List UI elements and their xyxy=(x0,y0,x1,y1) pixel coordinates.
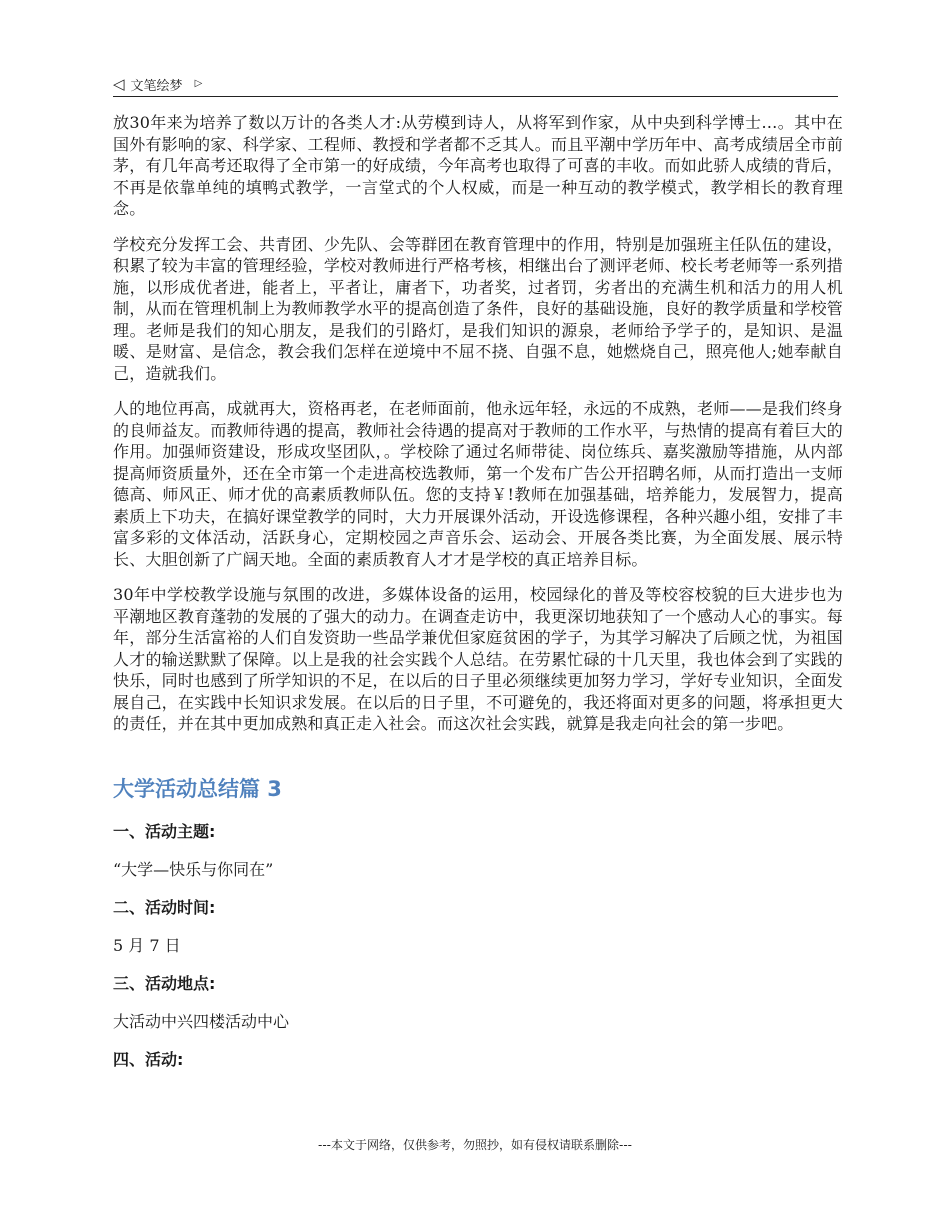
item-value-time: 5 月 7 日 xyxy=(113,935,181,955)
paragraph-3: 人的地位再高，成就再大，资格再老，在老师面前，他永远年轻，永远的不成熟，老师——是我们终身的良师益友。而教师待遇的提高，教师社会待遇的提高对于教师的工作水平，与热情的提高有着巨大的作用。加强师资建设，形成攻坚团队，。学校除了通过名师带徒、岗位练兵、嘉奖激励等措施，从内部提高师资质量外，还在全市第一个走进高校选教师，第一个发布广告公开招聘名师，从而打造出一支师德高、师风正、师才优的高素质教师队伍。您的支持￥!教师在加强基础，培养能力，发展智力，提高素质上下功夫，在搞好课堂教学的同时，大力开展课外活动，开设选修课程，各种兴趣小组，安排了丰富多彩的文体活动，活跃身心，定期校园之声音乐会、运动会、开展各类比赛，为全面发展、展示特长、大胆创新了广阔天地。全面的素质教育人才才是学校的真正培养目标。 xyxy=(113,399,843,569)
header-title: 文笔绘梦 xyxy=(130,78,183,94)
section-title: 大学活动总结篇 3 xyxy=(113,776,282,801)
item-heading-location: 三、活动地点: xyxy=(113,973,216,993)
document-body xyxy=(113,112,843,1087)
paragraph-1: 放30年来为培养了数以万计的各类人才:从劳模到诗人，从将军到作家，从中央到科学博士…。其中在国外有影响的家、科学家、工程师、教授和学者都不乏其人。而且平潮中学历年中、高考成绩居全市前茅，有几年高考还取得了全市第一的好成绩，今年高考也取得了可喜的丰收。而如此骄人成绩的背后，不再是依靠单纯的填鸭式教学，一言堂式的个人权威，而是一种互动的教学模式，教学相长的教育理念。 xyxy=(113,113,843,218)
paragraph-4: 30年中学校教学设施与氛围的改进，多媒体设备的运用，校园绿化的普及等校容校貌的巨大进步也为平潮地区教育蓬勃的发展的了强大的动力。在调查走访中，我更深切地获知了一个感动人心的事实。每年，部分生活富裕的人们自发资助一些品学兼优但家庭贫困的学子，为其学习解决了后顾之忧，为祖国人才的输送默默了保障。以上是我的社会实践个人总结。在劳累忙碌的十几天里，我也体会到了实践的快乐，同时也感到了所学知识的不足，在以后的日子里必须继续更加努力学习，学好专业知识，全面发展自己，在实践中长知识求发展。在以后的日子里，不可避免的，我还将面对更多的问题，将承担更大的责任，并在其中更加成熟和真正走入社会。而这次社会实践，就算是我走向社会的第一步吧。 xyxy=(113,585,843,733)
item-heading-theme: 一、活动主题: xyxy=(113,821,216,841)
item-value-location: 大活动中兴四楼活动中心 xyxy=(113,1011,290,1031)
item-heading-activity: 四、活动: xyxy=(113,1049,184,1069)
item-value-theme: “大学—快乐与你同在” xyxy=(113,859,274,879)
triangle-left-icon: ◁ xyxy=(113,74,125,93)
triangle-right-icon: ▷ xyxy=(194,78,203,89)
paragraph-2: 学校充分发挥工会、共青团、少先队、会等群团在教育管理中的作用，特别是加强班主任队伍的建设，积累了较为丰富的管理经验，学校对教师进行严格考核，相继出台了测评老师、校长考老师等一系列措施，以形成优者进，能者上，平者让，庸者下，功者奖，过者罚，劣者出的充满生机和活力的用人机制，从而在管理机制上为教师教学水平的提高创造了条件，良好的基础设施，良好的教学质量和学校管理。老师是我们的知心朋友，是我们的引路灯，是我们知识的源泉，老师给予学子的，是知识、是温暖、是财富、是信念，教会我们怎样在逆境中不屈不挠、自强不息，她燃烧自己，照亮他人;她奉献自己，造就我们。 xyxy=(113,234,843,383)
page-footer: ---本文于网络，仅供参考，勿照抄，如有侵权请联系删除--- xyxy=(318,1138,632,1152)
item-heading-time: 二、活动时间: xyxy=(113,897,216,917)
page-header xyxy=(113,72,838,97)
